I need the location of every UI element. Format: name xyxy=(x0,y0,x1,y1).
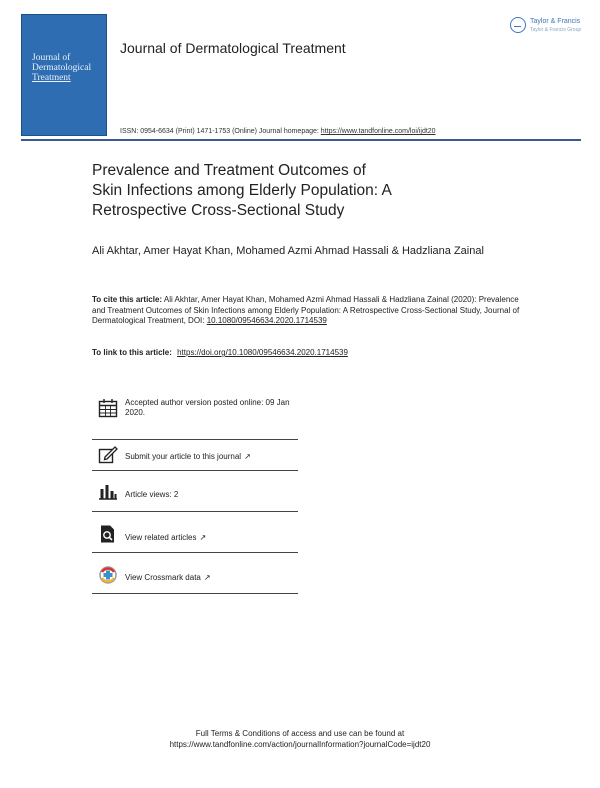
publisher-logo-icon xyxy=(510,17,526,33)
crossmark-link[interactable] xyxy=(125,573,295,583)
journal-homepage-link[interactable]: https://www.tandfonline.com/loi/ijdt20 xyxy=(320,128,436,135)
article-title-line-3: Retrospective Cross-Sectional Study xyxy=(92,202,345,219)
terms-footer xyxy=(0,728,600,750)
issn-line xyxy=(120,128,436,135)
cover-line-1: Journal of xyxy=(32,53,71,63)
article-authors: Ali Akhtar, Amer Hayat Khan, Mohamed Azmi Ahmad Hassali & Hadzliana Zainal xyxy=(92,245,484,257)
cover-title xyxy=(32,53,102,83)
article-actions-panel xyxy=(92,389,298,594)
external-link-icon: ↗ xyxy=(203,573,211,582)
terms-footer-link[interactable]: https://www.tandfonline.com/action/journalInformation?journalCode=ijdt20 xyxy=(169,740,431,749)
submit-article-row[interactable] xyxy=(92,440,298,471)
citation-text: Ali Akhtar, Amer Hayat Khan, Mohamed Azmi Ahmad Hassali & Hadzliana Zainal (2020): Prevalence and Treatment Outcomes of Skin Infections among Elderly Population: A Retrospective Cross-Sectional Study, Journal of Dermatological Treatment, DOI: xyxy=(92,295,520,325)
article-title xyxy=(92,161,522,221)
cover-line-3: Treatment xyxy=(32,73,71,83)
external-link-icon: ↗ xyxy=(199,533,207,542)
publisher-tagline: Taylor & Francis Group xyxy=(530,27,582,33)
crossmark-label: View Crossmark data xyxy=(125,573,201,582)
submit-article-label: Submit your article to this journal xyxy=(125,452,242,461)
document-search-icon xyxy=(98,524,118,544)
cover-line-2: Dermatological xyxy=(32,63,92,73)
terms-footer-text: Full Terms & Conditions of access and use can be found at xyxy=(195,729,405,738)
article-views-row xyxy=(92,471,298,512)
publisher-logo[interactable] xyxy=(510,16,590,38)
citation-block xyxy=(92,295,522,327)
submit-article-link[interactable] xyxy=(125,452,295,462)
article-link-line xyxy=(92,348,348,357)
article-link-label: To link to this article: xyxy=(92,348,172,357)
journal-title: Journal of Dermatological Treatment xyxy=(120,40,346,56)
accepted-version-row xyxy=(92,389,298,440)
citation-label: To cite this article: xyxy=(92,295,163,304)
related-articles-link[interactable] xyxy=(125,533,295,543)
related-articles-row[interactable] xyxy=(92,512,298,553)
crossmark-icon xyxy=(98,565,118,585)
article-views-label: Article views: 2 xyxy=(125,490,179,499)
article-title-line-2: Skin Infections among Elderly Population: A xyxy=(92,182,392,199)
article-doi-link[interactable]: https://doi.org/10.1080/09546634.2020.1714539 xyxy=(177,348,348,357)
article-title-line-1: Prevalence and Treatment Outcomes of xyxy=(92,162,366,179)
bar-chart-icon xyxy=(98,481,118,501)
publisher-name: Taylor & Francis xyxy=(530,18,581,25)
calendar-icon xyxy=(98,398,118,418)
related-articles-label: View related articles xyxy=(125,533,197,542)
journal-cover-image xyxy=(21,14,107,136)
crossmark-row[interactable] xyxy=(92,553,298,594)
edit-icon xyxy=(98,445,118,465)
issn-text: ISSN: 0954-6634 (Print) 1471-1753 (Online) Journal homepage: xyxy=(120,128,319,135)
citation-doi-link[interactable]: 10.1080/09546634.2020.1714539 xyxy=(206,316,327,325)
accepted-version-label: Accepted author version posted online: 09 Jan 2020. xyxy=(125,398,290,417)
external-link-icon: ↗ xyxy=(244,452,251,461)
header-divider xyxy=(21,139,581,141)
